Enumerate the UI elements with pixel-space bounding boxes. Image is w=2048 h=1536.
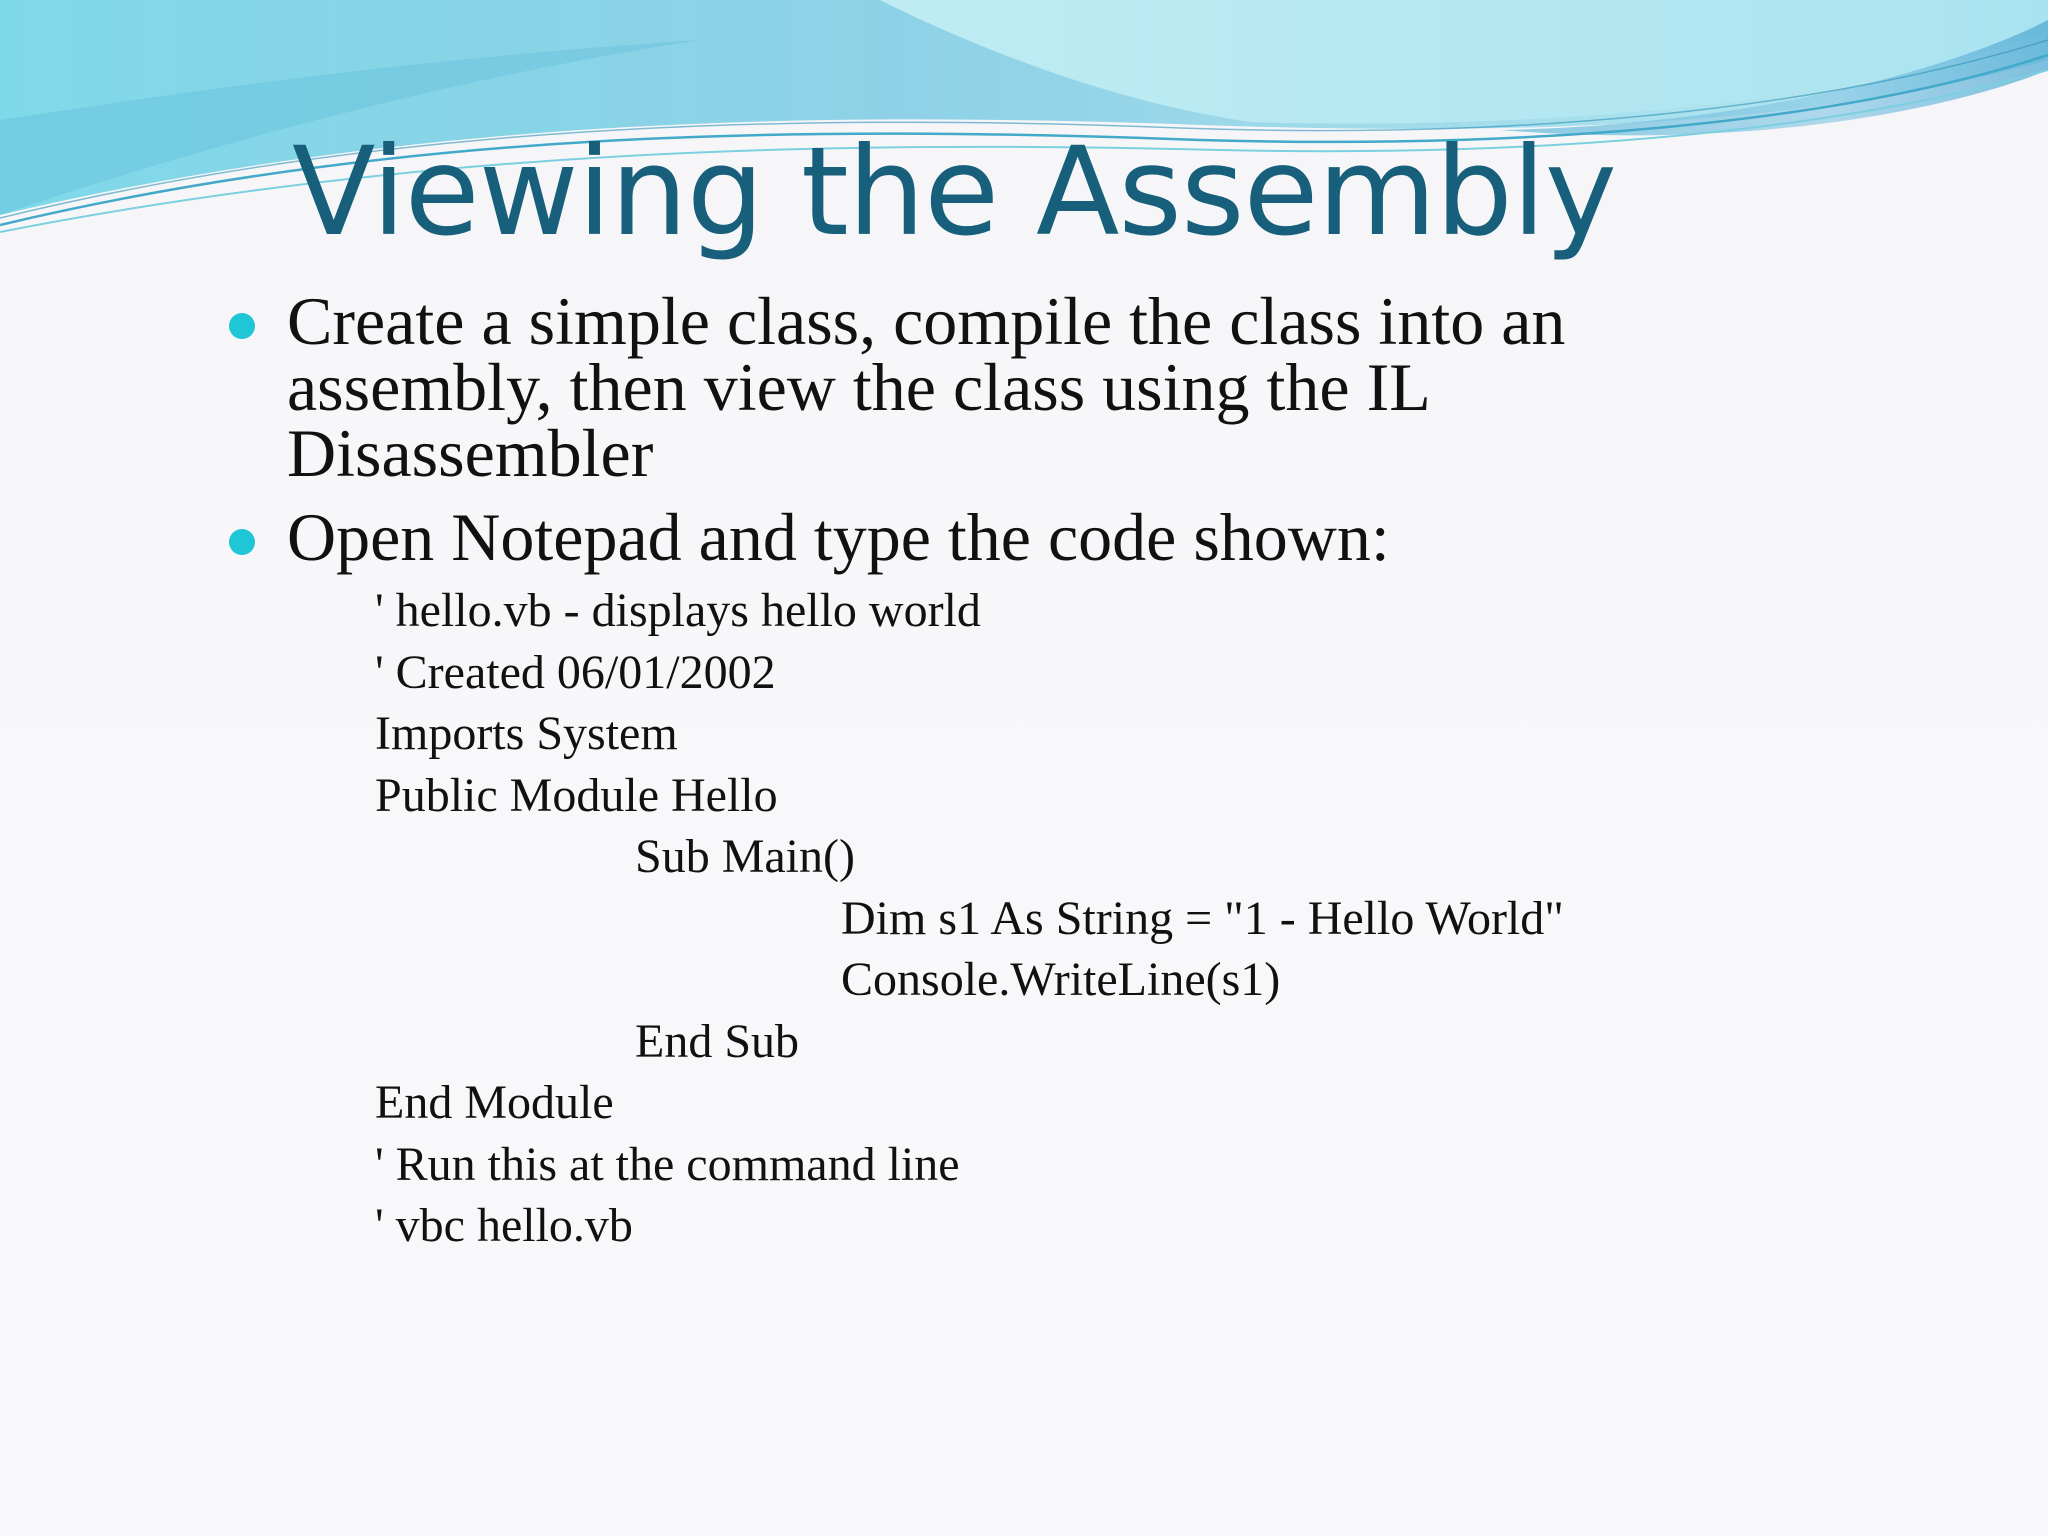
code-line: ' Created 06/01/2002 [375,645,776,699]
bullet-text: Open Notepad and type the code shown: [287,499,1390,575]
slide-title: Viewing the Assembly [292,121,1616,263]
code-line: ' vbc hello.vb [375,1199,633,1252]
bullet-dot-icon [229,529,255,555]
code-listing [0,580,2048,1257]
code-line: Public Module Hello [375,768,778,822]
bullet-list [0,283,2048,575]
code-line: Console.WriteLine(s1) [841,953,1281,1006]
bullet-item [0,499,1737,575]
code-line: ' hello.vb - displays hello world [375,584,981,637]
code-line: Sub Main() [635,830,855,883]
bullet-item [0,283,1737,491]
code-line: Imports System [375,707,678,760]
code-line: End Module [375,1076,614,1129]
code-line: ' Run this at the command line [375,1137,960,1191]
code-line: Dim s1 As String = "1 - Hello World" [841,891,1564,945]
bullet-text: Create a simple class, compile the class into an assembly, then view the class using the IL Disassembler [287,283,1566,491]
code-line: End Sub [635,1014,800,1068]
bullet-dot-icon [229,313,255,339]
